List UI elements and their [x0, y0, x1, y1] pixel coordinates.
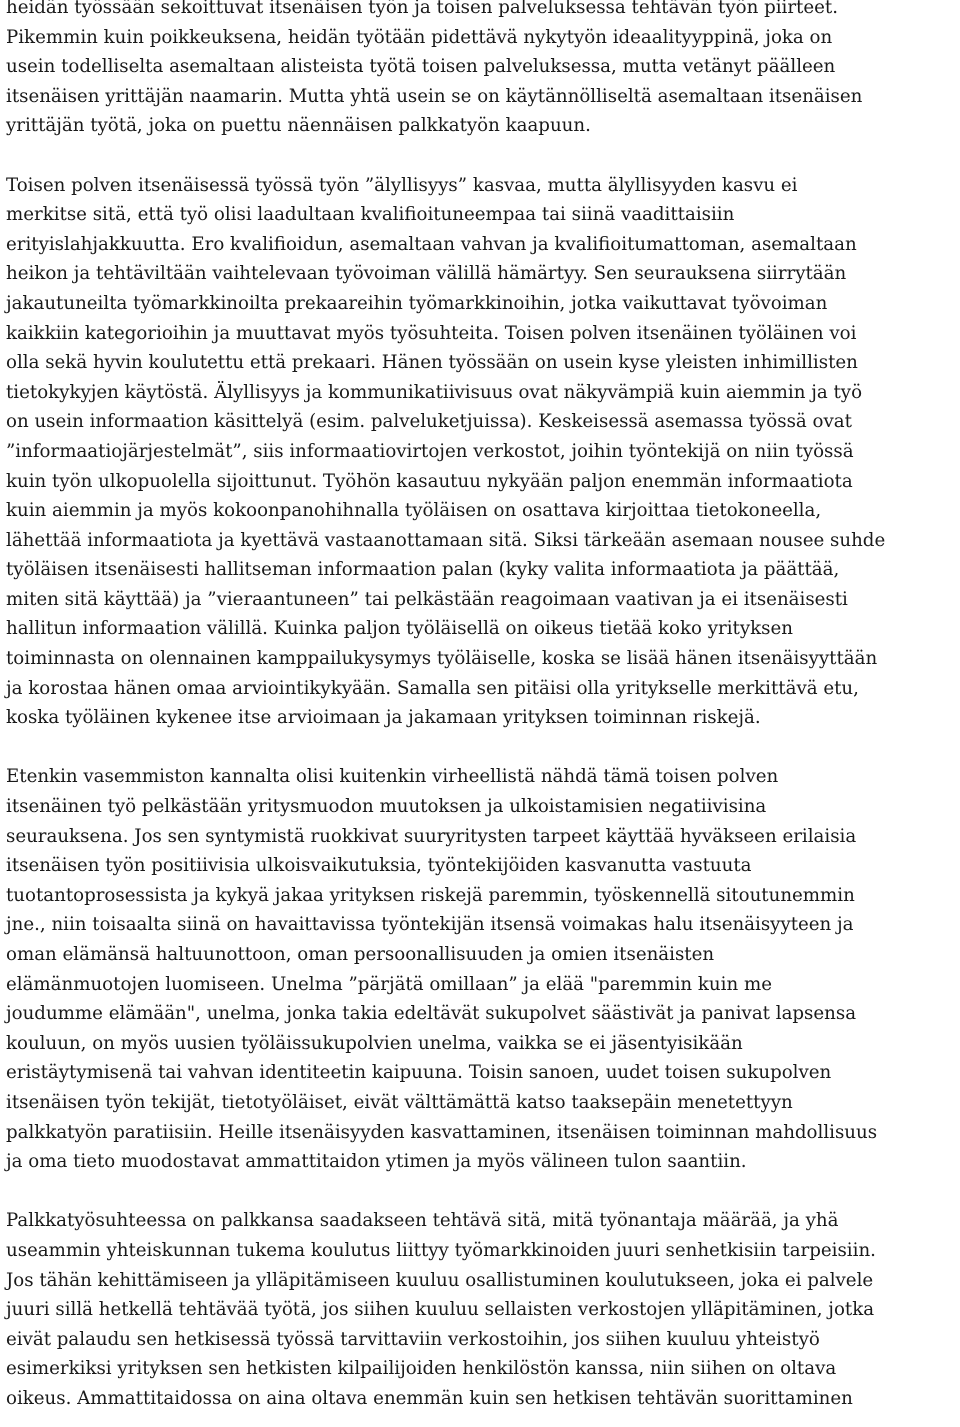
- text-line: elämänmuotojen luomiseen. Unelma ”pärjätä omillaan” ja elää "paremmin kuin me: [6, 973, 772, 995]
- text-line: kuin työn ulkopuolella sijoittunut. Työhön kasautuu nykyään paljon enemmän informaatiota: [6, 470, 853, 492]
- text-line: Toisen polven itsenäisessä työssä työn ”älyllisyys” kasvaa, mutta älyllisyyden kasvu ei: [6, 174, 798, 196]
- text-line: kouluun, on myös uusien työläissukupolvien unelma, vaikka se ei jäsentyisikään: [6, 1032, 743, 1054]
- text-line: ja oma tieto muodostavat ammattitaidon ytimen ja myös välineen tulon saantiin.: [6, 1151, 747, 1173]
- paragraph-gap: [6, 1177, 954, 1207]
- text-line: työläisen itsenäisesti hallitseman informaation palan (kyky valita informaatiota ja päättää,: [6, 559, 840, 581]
- text-line: joudumme elämään", unelma, jonka takia edeltävät sukupolvet säästivät ja panivat lapsensa: [6, 1003, 857, 1025]
- text-line: oikeus. Ammattitaidossa on aina oltava enemmän kuin sen hetkisen tehtävän suorittaminen: [6, 1387, 853, 1409]
- text-line: heidän työssään sekoittuvat itsenäisen työn ja toisen palveluksessa tehtävän työn piirteet.: [6, 0, 838, 18]
- text-line: tietokykyjen käytöstä. Älyllisyys ja kommunikatiivisuus ovat näkyvämpiä kuin aiemmin ja työ: [6, 381, 863, 403]
- text-line: heikon ja tehtäviltään vaihtelevaan työvoiman välillä hämärtyy. Sen seurauksena siirrytään: [6, 263, 847, 285]
- text-line: Etenkin vasemmiston kannalta olisi kuitenkin virheellistä nähdä tämä toisen polven: [6, 766, 779, 788]
- text-line: eivät palaudu sen hetkisessä työssä tarvittaviin verkostoihin, jos siihen kuuluu yhteistyö: [6, 1328, 820, 1350]
- text-line: itsenäisen työn positiivisia ulkoisvaikutuksia, työntekijöiden kasvanutta vastuuta: [6, 855, 752, 877]
- text-line: koska työläinen kykenee itse arvioimaan ja jakamaan yrityksen toiminnan riskejä.: [6, 707, 761, 729]
- text-line: usein todelliselta asemaltaan alisteista työtä toisen palveluksessa, mutta vetänyt päälleen: [6, 56, 836, 78]
- text-line: erityislahjakkuutta. Ero kvalifioidun, asemaltaan vahvan ja kvalifioitumattoman, asemaltaan: [6, 233, 857, 255]
- text-line: seurauksena. Jos sen syntymistä ruokkivat suuryritysten tarpeet käyttää hyväkseen erilaisia: [6, 825, 857, 847]
- text-line: lähettää informaatiota ja kyettävä vastaanottamaan sitä. Siksi tärkeään asemaan nousee suhde: [6, 529, 886, 551]
- paragraph-1: [6, 0, 954, 141]
- text-line: jne., niin toisaalta siinä on havaittavissa työntekijän itsensä voimakas halu itsenäisyyteen ja: [6, 914, 854, 936]
- text-line: tuotantoprosessista ja kykyä jakaa yrityksen riskejä paremmin, työskennellä sitoutunemmin: [6, 884, 855, 906]
- text-line: hallitun informaation välillä. Kuinka paljon työläisellä on oikeus tietää koko yrityksen: [6, 618, 793, 640]
- text-line: yrittäjän työtä, joka on puettu näennäisen palkkatyön kaapuun.: [6, 115, 591, 137]
- text-line: palkkatyön paratiisiin. Heille itsenäisyyden kasvattaminen, itsenäisen toiminnan mahdollisuus: [6, 1121, 878, 1143]
- text-line: Pikemmin kuin poikkeuksena, heidän työtään pidettävä nykytyön ideaalityyppinä, joka on: [6, 26, 833, 48]
- text-line: olla sekä hyvin koulutettu että prekaari. Hänen työssään on usein kyse yleisten inhimillisten: [6, 352, 858, 374]
- text-line: itsenäisen työn tekijät, tietotyöläiset, eivät välttämättä katso taaksepäin menetettyyn: [6, 1091, 793, 1113]
- paragraph-3: [6, 762, 954, 1176]
- text-line: Jos tähän kehittämiseen ja ylläpitämiseen kuuluu osallistuminen koulutukseen, joka ei palvele: [6, 1269, 874, 1291]
- text-line: itsenäinen työ pelkästään yritysmuodon muutoksen ja ulkoistamisien negatiivisina: [6, 796, 767, 818]
- text-line: useammin yhteiskunnan tukema koulutus liittyy työmarkkinoiden juuri senhetkisiin tarpeisiin.: [6, 1239, 876, 1261]
- text-line: miten sitä käyttää) ja ”vieraantuneen” tai pelkästään reagoimaan vaativan ja ei itsenäisesti: [6, 588, 848, 610]
- text-line: jakautuneilta työmarkkinoilta prekaareihin työmarkkinoihin, jotka vaikuttavat työvoiman: [6, 292, 828, 314]
- text-line: esimerkiksi yrityksen sen hetkisten kilpailijoiden henkilöstön kanssa, niin siihen on oltava: [6, 1358, 837, 1380]
- text-line: ja korostaa hänen omaa arviointikykyään. Samalla sen pitäisi olla yritykselle merkittävä etu,: [6, 677, 859, 699]
- text-line: merkitse sitä, että työ olisi laadultaan kvalifioituneempaa tai siinä vaadittaisiin: [6, 204, 735, 226]
- text-line: Palkkatyösuhteessa on palkkansa saadakseen tehtävä sitä, mitä työnantaja määrää, ja yhä: [6, 1210, 839, 1232]
- paragraph-gap: [6, 141, 954, 171]
- text-line: on usein informaation käsittelyä (esim. palveluketjuissa). Keskeisessä asemassa työssä ovat: [6, 411, 852, 433]
- text-line: kuin aiemmin ja myös kokoonpanohihnalla työläisen on osattava kirjoittaa tietokoneella,: [6, 500, 822, 522]
- text-line: itsenäisen yrittäjän naamarin. Mutta yhtä usein se on käytännölliseltä asemaltaan itsenäisen: [6, 85, 863, 107]
- paragraph-gap: [6, 733, 954, 763]
- text-line: juuri sillä hetkellä tehtävää työtä, jos siihen kuuluu sellaisten verkostojen ylläpitäminen, jotka: [6, 1299, 875, 1321]
- text-line: ”informaatiojärjestelmät”, siis informaatiovirtojen verkostot, joihin työntekijä on niin työssä: [6, 440, 854, 462]
- text-line: oman elämänsä haltuunottoon, oman persoonallisuuden ja omien itsenäisten: [6, 944, 715, 965]
- text-line: eristäytymisenä tai vahvan identiteetin kaipuuna. Toisin sanoen, uudet toisen sukupolven: [6, 1062, 832, 1084]
- paragraph-4: [6, 1206, 954, 1413]
- document-page: [6, 0, 954, 1414]
- text-line: toiminnasta on olennainen kamppailukysymys työläiselle, koska se lisää hänen itsenäisyyttään: [6, 648, 878, 670]
- text-line: kaikkiin kategorioihin ja muuttavat myös työsuhteita. Toisen polven itsenäinen työläinen voi: [6, 322, 857, 344]
- paragraph-2: [6, 171, 954, 733]
